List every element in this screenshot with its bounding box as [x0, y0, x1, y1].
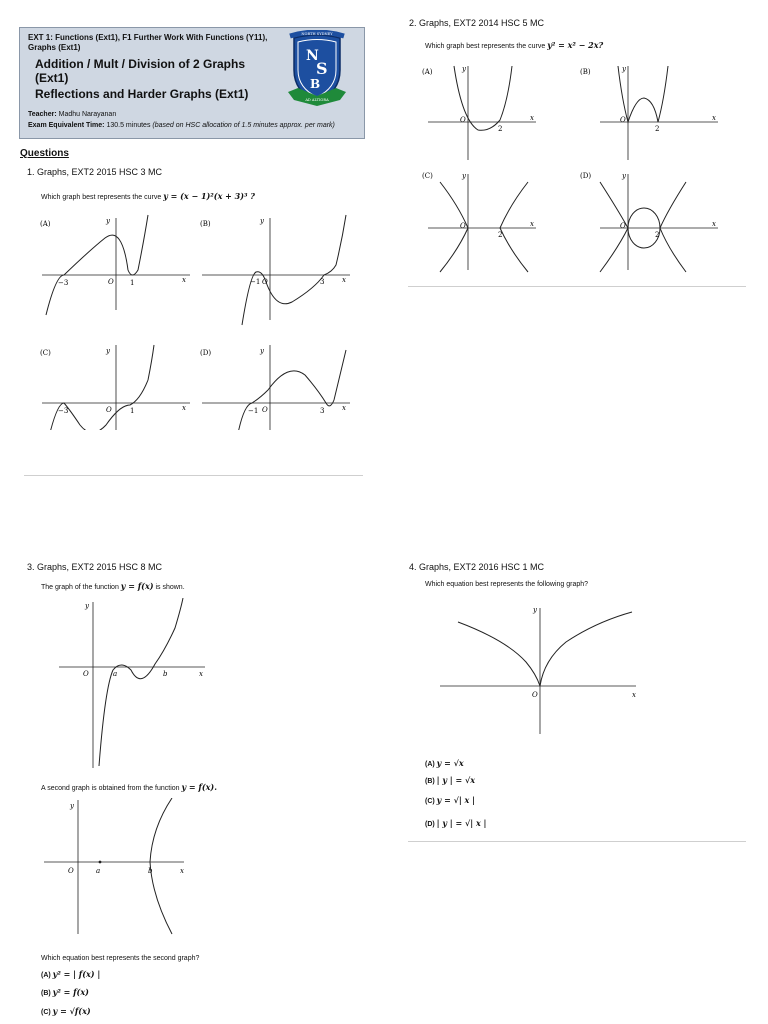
svg-text:B: B — [310, 77, 321, 91]
q4-option-c[interactable]: (C) y = √| x | — [425, 795, 476, 805]
q2-title: 2. Graphs, EXT2 2014 HSC 5 MC — [409, 18, 545, 28]
svg-text:x: x — [632, 691, 636, 699]
svg-text:y: y — [106, 217, 110, 225]
svg-text:−3: −3 — [58, 407, 69, 415]
q1-equation: y = (x − 1)²(x + 3)³ ? — [163, 191, 255, 201]
svg-text:y: y — [106, 347, 110, 355]
svg-text:O: O — [108, 278, 114, 286]
svg-text:O: O — [532, 691, 538, 699]
svg-text:2: 2 — [655, 231, 660, 239]
school-crest-icon — [284, 30, 350, 106]
svg-text:O: O — [262, 278, 268, 286]
q1-label-a: (A) — [40, 220, 51, 228]
svg-text:−1: −1 — [250, 278, 261, 286]
svg-text:x: x — [182, 404, 186, 412]
q4-title: 4. Graphs, EXT2 2016 HSC 1 MC — [409, 562, 545, 572]
exam-time-value: 130.5 minutes — [106, 122, 151, 129]
q4-option-b[interactable]: (B) | y | = √x — [425, 775, 476, 785]
svg-text:y: y — [260, 217, 264, 225]
q4-divider — [408, 841, 746, 842]
q3-question: Which equation best represents the second graph? — [41, 955, 200, 962]
q3-graph-f — [55, 598, 215, 770]
svg-text:−3: −3 — [58, 279, 69, 287]
q2-label-d: (D) — [580, 172, 592, 180]
svg-text:2: 2 — [498, 231, 503, 239]
svg-text:a: a — [96, 867, 101, 875]
topic-title-1b: (Ext1) — [35, 71, 69, 85]
svg-text:O: O — [460, 116, 466, 124]
q2-divider — [408, 286, 746, 287]
svg-text:1: 1 — [130, 407, 135, 415]
svg-text:1: 1 — [130, 279, 135, 287]
q1-graph-a — [40, 215, 190, 315]
svg-text:x: x — [182, 276, 186, 284]
q1-graph-b — [200, 215, 350, 325]
q3-graph-second — [40, 798, 190, 936]
q1-title: 1. Graphs, EXT2 2015 HSC 3 MC — [27, 167, 163, 177]
q4-prompt: Which equation best represents the following graph? — [425, 581, 589, 588]
q1-label-d: (D) — [200, 349, 212, 357]
q2-label-b: (B) — [580, 68, 591, 76]
q3-equation-a: y = f(x) — [120, 581, 154, 591]
q3-option-c[interactable]: (C) y = √f(x) — [41, 1006, 91, 1016]
q3-title: 3. Graphs, EXT2 2015 HSC 8 MC — [27, 562, 163, 572]
svg-text:−1: −1 — [248, 407, 259, 415]
svg-text:x: x — [342, 276, 346, 284]
q1-graphs — [30, 210, 360, 430]
q1-graph-c — [40, 345, 190, 430]
q3-prompt-b-line — [41, 782, 217, 792]
svg-text:x: x — [530, 220, 534, 228]
crest-top: NORTH SYDNEY — [301, 32, 333, 36]
exam-time-line — [28, 121, 335, 130]
svg-text:y: y — [622, 65, 626, 73]
q2-label-c: (C) — [422, 172, 433, 180]
svg-text:O: O — [620, 222, 626, 230]
svg-text:S: S — [316, 59, 328, 78]
q2-equation: y² = x² − 2x? — [547, 40, 604, 50]
svg-text:b: b — [148, 867, 153, 875]
svg-text:N: N — [306, 48, 319, 64]
q3-prompt-a: The graph of the function — [41, 584, 119, 591]
q1-label-b: (B) — [200, 220, 211, 228]
q1-prompt-line — [41, 191, 255, 201]
svg-text:2: 2 — [655, 125, 660, 133]
svg-text:x: x — [180, 867, 184, 875]
q4-option-d[interactable]: (D) | y | = √| x | — [425, 818, 487, 828]
svg-text:y: y — [70, 802, 74, 810]
svg-text:3: 3 — [320, 407, 325, 415]
q4-graph — [436, 600, 642, 736]
q2-graphs — [418, 60, 740, 275]
teacher-name: Madhu Narayanan — [58, 111, 117, 118]
svg-text:y: y — [622, 172, 626, 180]
q1-prompt: Which graph best represents the curve — [41, 194, 162, 201]
q1-divider — [24, 475, 363, 476]
svg-text:2: 2 — [498, 125, 503, 133]
q3-option-b[interactable]: (B) y² = f(x) — [41, 987, 89, 997]
svg-text:O: O — [83, 670, 89, 678]
svg-text:y: y — [260, 347, 264, 355]
questions-heading: Questions — [20, 148, 69, 159]
teacher-label: Teacher: — [28, 111, 57, 118]
q2-label-a: (A) — [422, 68, 433, 76]
course-line: EXT 1: Functions (Ext1), F1 Further Work With Functions (Y11), Graphs (Ext1) — [28, 33, 268, 52]
svg-text:y: y — [462, 172, 466, 180]
q3-prompt-b: A second graph is obtained from the function — [41, 785, 180, 792]
topic-title-2: Reflections and Harder Graphs (Ext1) — [35, 87, 249, 101]
exam-time-note: (based on HSC allocation of 1.5 minutes approx. per mark) — [152, 122, 335, 129]
q2-graph-c — [422, 172, 536, 272]
exam-time-label: Exam Equivalent Time: — [28, 122, 105, 129]
q1-label-c: (C) — [40, 349, 51, 357]
q4-option-a[interactable]: (A) y = √x — [425, 758, 464, 768]
svg-text:b: b — [163, 670, 168, 678]
q2-graph-d — [580, 172, 718, 272]
q2-graph-b — [580, 65, 718, 160]
teacher-line — [28, 110, 116, 119]
q2-prompt: Which graph best represents the curve — [425, 43, 546, 50]
svg-text:x: x — [712, 220, 716, 228]
svg-text:x: x — [712, 114, 716, 122]
q2-graph-a — [422, 65, 536, 160]
svg-text:x: x — [530, 114, 534, 122]
svg-text:O: O — [68, 867, 74, 875]
q3-option-a[interactable]: (A) y² = | f(x) | — [41, 969, 101, 979]
svg-text:3: 3 — [320, 278, 325, 286]
q3-prompt-a-end: is shown. — [155, 584, 185, 591]
q1-graph-d — [200, 345, 350, 430]
svg-text:y: y — [533, 606, 537, 614]
svg-text:x: x — [342, 404, 346, 412]
svg-text:O: O — [620, 116, 626, 124]
svg-text:O: O — [460, 222, 466, 230]
topic-title-1: Addition / Mult / Division of 2 Graphs — [35, 57, 245, 71]
svg-text:y: y — [462, 65, 466, 73]
crest-banner: AD ALTIORA — [305, 98, 329, 102]
svg-text:O: O — [262, 406, 268, 414]
svg-text:O: O — [106, 406, 112, 414]
svg-text:y: y — [85, 602, 89, 610]
q3-equation-b: y = f(x). — [181, 782, 217, 792]
svg-text:a: a — [113, 670, 118, 678]
q3-prompt-a-line — [41, 581, 185, 591]
svg-text:x: x — [199, 670, 203, 678]
q2-prompt-line — [425, 40, 603, 50]
